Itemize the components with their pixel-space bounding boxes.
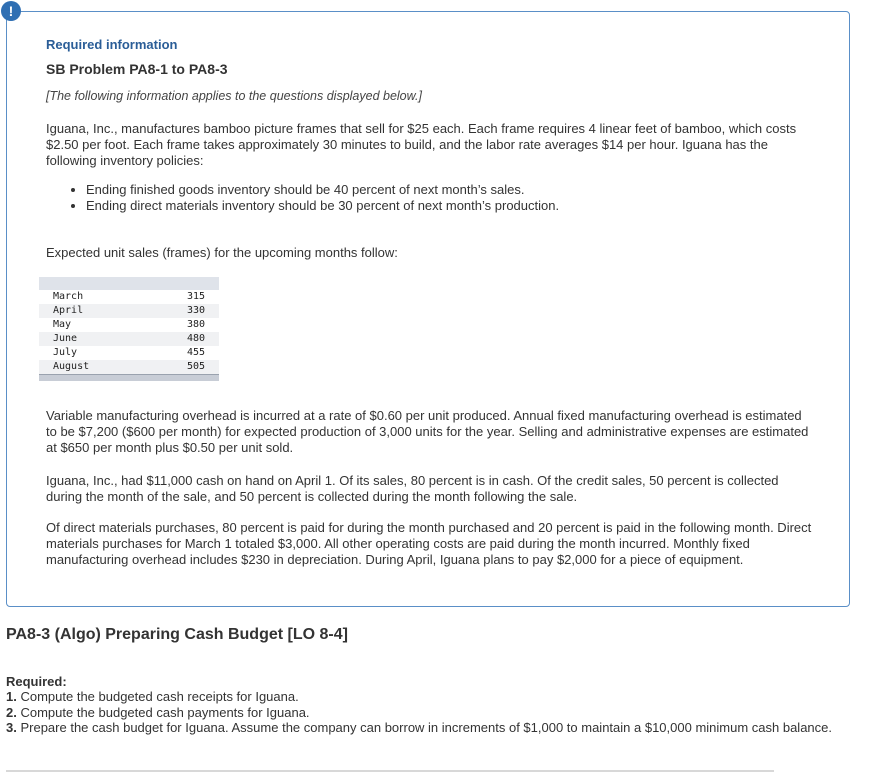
required-label: Required:	[6, 674, 67, 689]
requirement-number: 1.	[6, 689, 17, 704]
units-cell: 315	[144, 290, 219, 304]
requirement-text: Prepare the cash budget for Iguana. Assume the company can borrow in increments of $1,000 to maintain a $10,000 minimum cash balance.	[20, 720, 832, 735]
requirement-item	[6, 720, 856, 736]
table-row	[39, 304, 219, 318]
month-cell: July	[39, 346, 144, 360]
month-cell: June	[39, 332, 144, 346]
units-cell: 330	[144, 304, 219, 318]
requirement-number: 2.	[6, 704, 17, 720]
problem-title: SB Problem PA8-1 to PA8-3	[46, 61, 228, 77]
table-footer-bar	[39, 374, 219, 381]
table-row	[39, 360, 219, 374]
month-cell: April	[39, 304, 144, 318]
table-header-bar	[39, 277, 219, 290]
policy-item: • Ending direct materials inventory should be 30 percent of next month’s production.	[86, 198, 806, 214]
policy-item: • Ending finished goods inventory should be 40 percent of next month’s sales.	[86, 182, 806, 198]
month-cell: March	[39, 290, 144, 304]
overhead-paragraph: Variable manufacturing overhead is incurred at a rate of $0.60 per unit produced. Annual fixed manufacturing overhead is estimated to be $7,200 ($600 per month) for expected production of 3,000 units for the year. Selling and administrative expenses are estimated at $650 per month plus $0.50 per unit sold.	[46, 408, 809, 455]
table-row	[39, 346, 219, 360]
inventory-policies-list	[46, 182, 806, 214]
sales-table	[39, 290, 219, 374]
cash-paragraph: Iguana, Inc., had $11,000 cash on hand on April 1. Of its sales, 80 percent is in cash. Of the credit sales, 50 percent is collected during the month of the sale, and 50 percent is collected during the month following the sale.	[46, 473, 779, 504]
month-cell: August	[39, 360, 144, 374]
table-row	[39, 318, 219, 332]
divider	[6, 770, 774, 772]
requirements-list	[6, 689, 856, 736]
intro-paragraph: Iguana, Inc., manufactures bamboo picture frames that sell for $25 each. Each frame requires 4 linear feet of bamboo, which costs $2.50 per foot. Each frame takes approximately 30 minutes to build, and the labor rate averages $14 per hour. Iguana has the following inventory policies:	[46, 121, 797, 168]
applies-note: [The following information applies to the questions displayed below.]	[46, 89, 422, 103]
units-cell: 455	[144, 346, 219, 360]
units-cell: 505	[144, 360, 219, 374]
expected-sales-table	[39, 277, 219, 381]
alert-icon: !	[1, 1, 21, 21]
table-row	[39, 332, 219, 346]
problem-heading: PA8-3 (Algo) Preparing Cash Budget [LO 8-4]	[6, 626, 348, 643]
requirement-text: Compute the budgeted cash receipts for Iguana.	[20, 689, 299, 704]
required-information-label: Required information	[46, 37, 178, 52]
units-cell: 380	[144, 318, 219, 332]
units-cell: 480	[144, 332, 219, 346]
table-row	[39, 290, 219, 304]
requirement-item	[6, 705, 856, 721]
month-cell: May	[39, 318, 144, 332]
purchases-paragraph: Of direct materials purchases, 80 percent is paid for during the month purchased and 20 percent is paid in the following month. Direct materials purchases for March 1 totaled $3,000. All other operating costs are paid during the month incurred. Monthly fixed manufacturing overhead includes $230 in depreciation. During April, Iguana plans to pay $2,000 for a piece of equipment.	[46, 520, 812, 567]
requirement-item	[6, 689, 856, 705]
expected-sales-intro: Expected unit sales (frames) for the upcoming months follow:	[46, 245, 398, 260]
requirement-number: 3.	[6, 720, 17, 735]
requirement-text: Compute the budgeted cash payments for Iguana.	[20, 704, 310, 720]
